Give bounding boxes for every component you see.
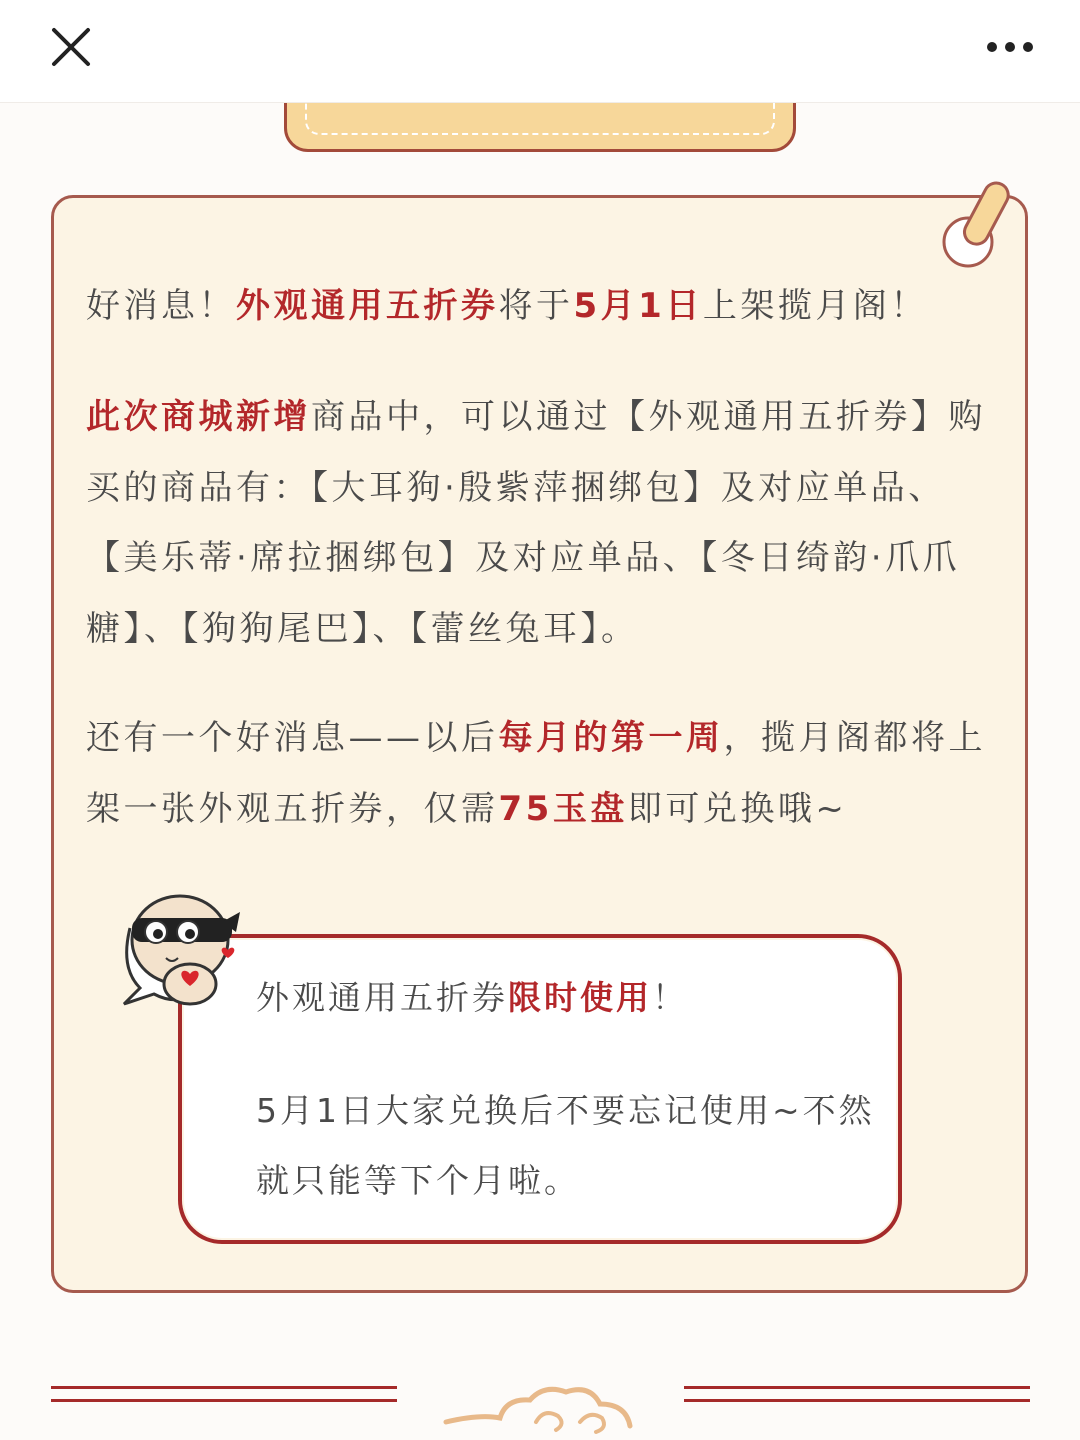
top-bar xyxy=(0,0,1080,103)
close-button[interactable] xyxy=(46,22,96,72)
more-options-button[interactable] xyxy=(980,22,1040,72)
text-run: 还有一个好消息——以后 xyxy=(86,718,499,758)
highlight-text: 限时使用 xyxy=(508,978,652,1017)
divider-left xyxy=(51,1386,397,1404)
intro-paragraph xyxy=(86,280,996,332)
divider-right xyxy=(684,1386,1030,1404)
products-paragraph xyxy=(86,382,996,664)
highlight-text: 此次商城新增 xyxy=(86,397,311,437)
text-run: 上架揽月阁！ xyxy=(702,286,928,326)
text-run: 商品中，可以通过【外观通用五折券】购买的商品有：【大耳狗·殷紫萍捆绑包】及对应单品、【美乐蒂·席拉捆绑包】及对应单品、【冬日绮韵·爪爪糖】、【狗狗尾巴】、【蕾丝兔耳】。 xyxy=(86,397,986,649)
text-run: ，揽月阁都将上架一张外观五折券，仅需 xyxy=(86,718,986,829)
mascot-icon xyxy=(110,888,250,1014)
text-run: 好消息！ xyxy=(86,286,236,326)
highlight-text: 外观通用五折券 xyxy=(236,286,499,326)
cloud-ornament-icon xyxy=(440,1378,640,1440)
text-run: 外观通用五折券 xyxy=(256,978,508,1017)
highlight-text: 5月1日 xyxy=(573,286,703,326)
more-icon xyxy=(986,41,1034,53)
notice-body: 5月1日大家兑换后不要忘记使用~不然就只能等下个月啦。 xyxy=(256,1091,875,1200)
notice-title xyxy=(256,968,688,1028)
close-icon xyxy=(51,27,91,67)
highlight-text: 75玉盘 xyxy=(498,788,628,829)
text-run: 即可兑换哦~ xyxy=(627,788,848,829)
monthly-paragraph xyxy=(86,703,996,844)
text-run: ！ xyxy=(652,978,688,1017)
highlight-text: 每月的第一周 xyxy=(498,718,724,758)
text-run: 将于 xyxy=(498,286,574,326)
pin-icon xyxy=(938,178,1018,278)
